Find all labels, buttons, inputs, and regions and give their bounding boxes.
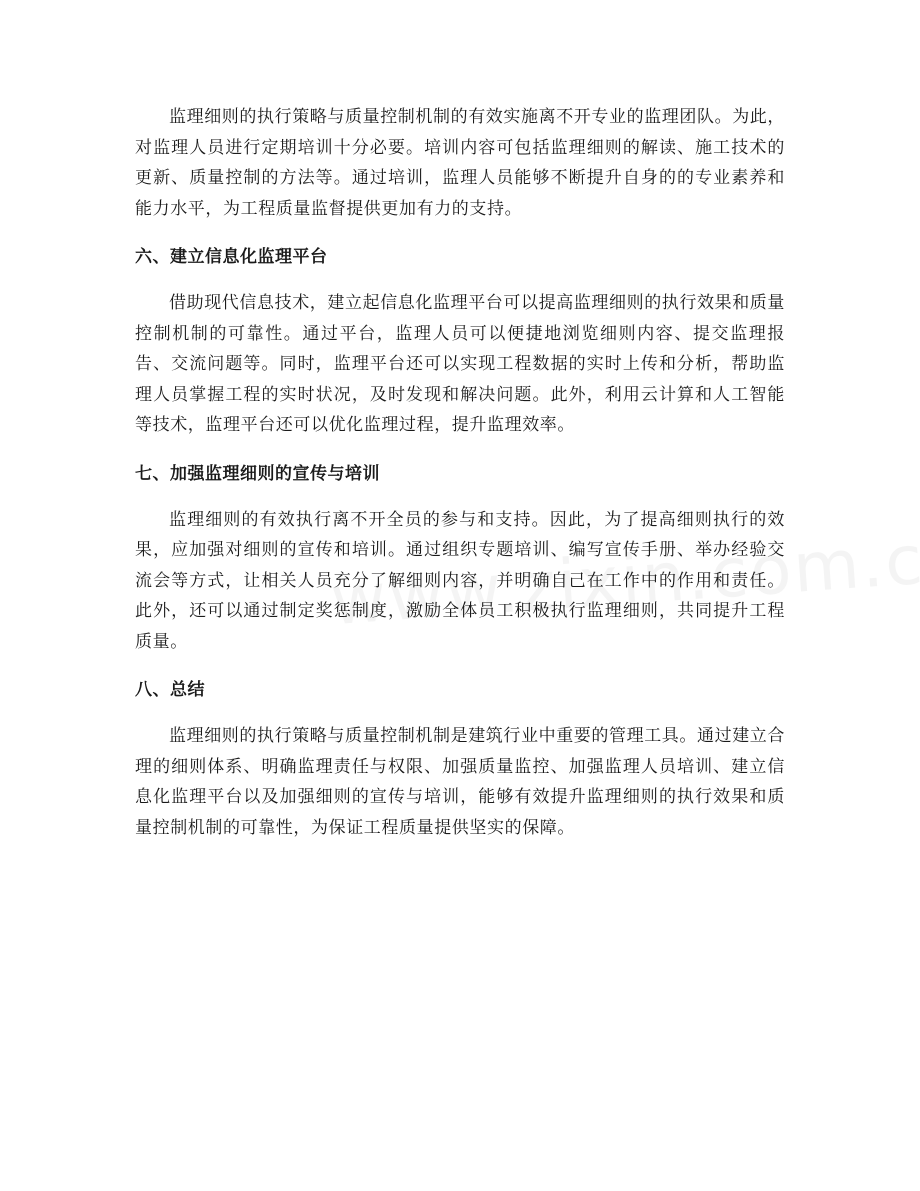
- section-heading-6: 六、建立信息化监理平台: [135, 247, 328, 267]
- section-heading-8: 八、总结: [135, 680, 205, 700]
- section-heading-7: 七、加强监理细则的宣传与培训: [135, 463, 380, 484]
- paragraph-info-platform: 借助现代信息技术，建立起信息化监理平台可以提高监理细则的执行效果和质量控制机制的可靠性。通过平台，监理人员可以便捷地浏览细则内容、提交监理报告、交流问题等。同时，监理平台还可以实现工程数据的实时上传和分析，帮助监理人员掌握工程的实时状况，及时发现和解决问题。此外，利用云计算和人工智能等技术，监理平台还可以优化监理过程，提升监理效率。: [135, 293, 785, 435]
- paragraph-promotion-training: 监理细则的有效执行离不开全员的参与和支持。因此，为了提高细则执行的效果，应加强对细则的宣传和培训。通过组织专题培训、编写宣传手册、举办经验交流会等方式，让相关人员充分了解细则内容，并明确自己在工作中的作用和责任。此外，还可以通过制定奖惩制度，激励全体员工积极执行监理细则，共同提升工程质量。: [135, 509, 785, 652]
- document-page: [135, 102, 785, 843]
- paragraph-summary: 监理细则的执行策略与质量控制机制是建筑行业中重要的管理工具。通过建立合理的细则体系、明确监理责任与权限、加强质量监控、加强监理人员培训、建立信息化监理平台以及加强细则的宣传与培训，能够有效提升监理细则的执行效果和质量控制机制的可靠性，为保证工程质量提供坚实的保障。: [135, 726, 785, 838]
- paragraph-training: 监理细则的执行策略与质量控制机制的有效实施离不开专业的监理团队。为此，对监理人员进行定期培训十分必要。培训内容可包括监理细则的解读、施工技术的更新、质量控制的方法等。通过培训，监理人员能够不断提升自身的的专业素养和能力水平，为工程质量监督提供更加有力的支持。: [135, 107, 785, 219]
